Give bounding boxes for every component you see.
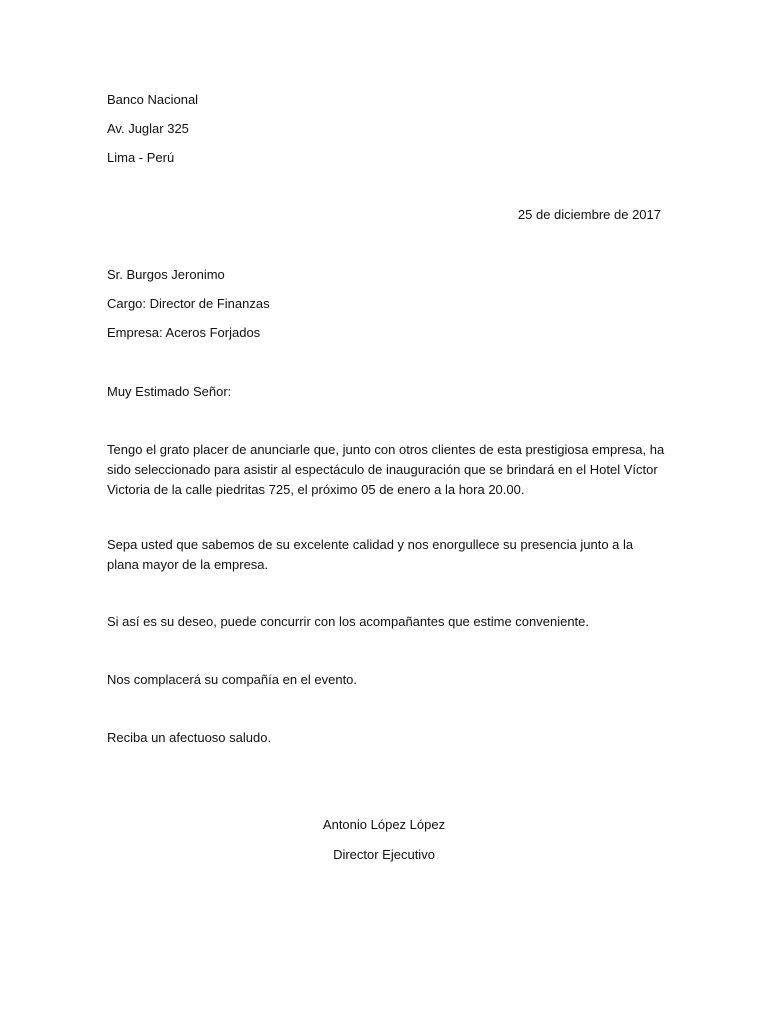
sender-name: Banco Nacional <box>107 92 199 107</box>
body-paragraph: Sepa usted que sabemos de su excelente calidad y nos enorgullece su presencia junto a la plana mayor de la empresa. <box>107 537 634 572</box>
letter-date: 25 de diciembre de 2017 <box>517 207 661 222</box>
recipient-position: Cargo: Director de Finanzas <box>107 296 270 311</box>
sender-address: Av. Juglar 325 <box>107 121 189 136</box>
sender-city: Lima - Perú <box>107 150 175 165</box>
body-paragraph: Nos complacerá su compañía en el evento. <box>107 672 358 687</box>
signature-name: Antonio López López <box>322 817 446 832</box>
body-paragraph: Tengo el grato placer de anunciarle que, junto con otros clientes de esta prestigiosa empresa, ha sido seleccionado para asistir al espectáculo de inauguración que se brindará en el Hotel Víctor Victoria de la calle piedritas 725, el próximo 05 de enero a la hora 20.00. <box>107 442 665 497</box>
closing: Reciba un afectuoso saludo. <box>107 730 272 745</box>
recipient-name: Sr. Burgos Jeronimo <box>107 267 225 282</box>
recipient-company: Empresa: Aceros Forjados <box>107 325 261 340</box>
signature-title: Director Ejecutivo <box>333 847 435 862</box>
salutation: Muy Estimado Señor: <box>107 384 232 399</box>
body-paragraph: Si así es su deseo, puede concurrir con los acompañantes que estime conveniente. <box>107 614 590 629</box>
